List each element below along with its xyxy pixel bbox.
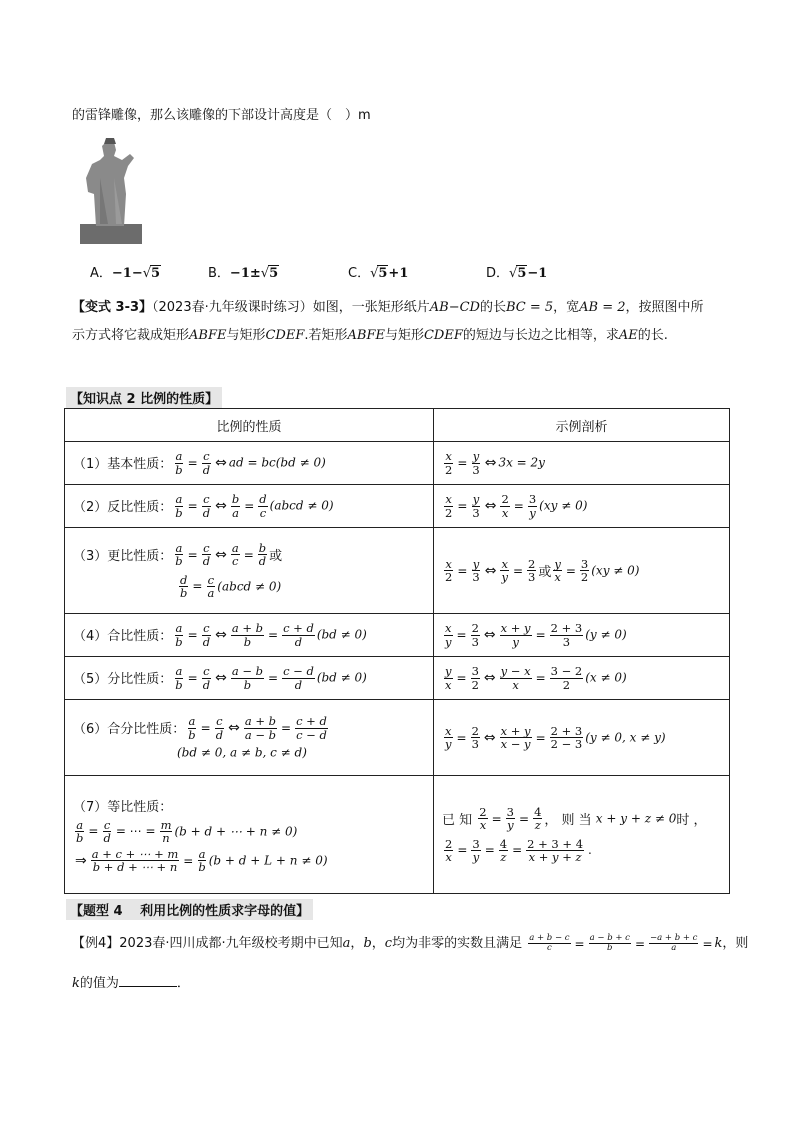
variant-math: CDEF	[423, 328, 463, 343]
example4-text: 均为非零的实数且满足	[392, 936, 523, 951]
variant-text: 的短边与长边之比相等，求	[462, 328, 619, 343]
variant-math: CDEF	[265, 328, 305, 343]
example4-text: ．	[176, 976, 190, 991]
col-header-property: 比例的性质	[65, 409, 434, 442]
example4-text: 已知	[316, 936, 343, 951]
variant-text: ，宽	[553, 300, 580, 315]
choice-a-label: A．	[90, 266, 112, 281]
table-row	[65, 776, 730, 894]
or-word: 或	[269, 549, 283, 565]
choice-b-pre: −1±	[229, 266, 261, 281]
variant-text: .若矩形	[304, 328, 348, 343]
example-cell: $\frac{x}{2}$ = $\frac{y}{3}$ ⇔ 3x = 2y	[434, 442, 730, 485]
example-cell: $\frac{x}{y}$ = $\frac{2}{3}$ ⇔ $\frac{x + y}{y}$ = $\frac{2 + 3}{3}$ (y ≠ 0)	[434, 614, 730, 657]
question-type-tag: 【题型 4 利用比例的性质求字母的值】	[66, 899, 313, 920]
variant-text: 与矩形	[384, 328, 424, 343]
or-word: 或	[538, 565, 552, 580]
choice-b: B．−1±√5	[208, 266, 279, 281]
property-cell: （3）更比性质： $\frac{a}{b}$ = $\frac{c}{d}$ ⇔ $\frac{a}{c}$ = $\frac{b}{d}$ 或 $\frac{d}{b}$ = $\frac{c}{a}$ (abcd ≠ 0)	[65, 528, 434, 614]
table-row	[65, 442, 730, 485]
example-word: 时 ，	[676, 813, 707, 829]
choice-d-label: D．	[486, 266, 510, 281]
property-cell: （1）基本性质： $\frac{a}{b}$ = $\frac{c}{d}$ ⇔ ad = bc(bd ≠ 0)	[65, 442, 434, 485]
variant-math: AB−CD	[429, 300, 480, 315]
variant-text: 如图，一张矩形纸片	[312, 300, 430, 315]
variant-text: 的长	[479, 300, 506, 315]
choice-c-radicand: 5	[378, 266, 388, 281]
property-name: （2）反比性质：	[73, 500, 173, 516]
col-header-example: 示例剖析	[434, 409, 730, 442]
property-name: （6）合分比性质：	[73, 722, 186, 738]
answer-blank[interactable]	[119, 986, 177, 987]
example-cell: $\frac{x}{2}$ = $\frac{y}{3}$ ⇔ $\frac{2}{x}$ = $\frac{3}{y}$ (xy ≠ 0)	[434, 485, 730, 528]
variant-math: ABFE	[347, 328, 385, 343]
property-name: （3）更比性质：	[73, 549, 173, 565]
property-name: （7）等比性质：	[73, 799, 173, 815]
choice-d-radicand: 5	[517, 266, 527, 281]
statue-photo	[74, 134, 150, 244]
choice-b-label: B．	[208, 266, 230, 281]
variant-tag: 【变式 3-3】	[72, 300, 153, 315]
example4-line-1: 【例4】2023春·四川成都·九年级校考期中已知a，b，c均为非零的实数且满足 $\frac{a + b - c}{c}$ = $\frac{a - b + c}{b}$ = $\frac{-a + b + c}{a}$ = k，则	[72, 933, 749, 953]
table-row	[65, 614, 730, 657]
question-stem-line: 的雷锋雕像，那么该雕像的下部设计高度是（ ）m	[72, 108, 371, 123]
property-cell: （5）分比性质： $\frac{a}{b}$ = $\frac{c}{d}$ ⇔ $\frac{a - b}{b}$ = $\frac{c - d}{d}$ (bd ≠ 0)	[65, 657, 434, 700]
choice-c-post: +1	[388, 266, 409, 281]
property-name: （1）基本性质：	[73, 457, 173, 473]
property-name: （4）合比性质：	[73, 629, 173, 645]
choice-c: C．√5+1	[348, 266, 409, 281]
variant-math: BC = 5	[505, 300, 554, 315]
knowledge-point-tag: 【知识点 2 比例的性质】	[66, 387, 222, 408]
variant-math: AB = 2	[579, 300, 626, 315]
table-header-row	[65, 409, 730, 442]
example-word: ， 则 当	[544, 813, 592, 829]
example-cell: $\frac{x}{2}$ = $\frac{y}{3}$ ⇔ $\frac{x}{y}$ = $\frac{2}{3}$ 或 $\frac{y}{x}$ = $\frac{3}{2}$ (xy ≠ 0)	[434, 528, 730, 614]
variant-text: 与矩形	[226, 328, 266, 343]
variant-source: （2023春·九年级课时练习）	[152, 300, 313, 315]
example-cell: $\frac{x}{y}$ = $\frac{2}{3}$ ⇔ $\frac{x + y}{x - y}$ = $\frac{2 + 3}{2 - 3}$ (y ≠ 0, x ≠ y)	[434, 700, 730, 776]
example4-text: ，	[371, 936, 385, 951]
choice-b-radicand: 5	[269, 266, 279, 281]
example4-text: ，	[350, 936, 364, 951]
example-cell: $\frac{y}{x}$ = $\frac{3}{2}$ ⇔ $\frac{y - x}{x}$ = $\frac{3 - 2}{2}$ (x ≠ 0)	[434, 657, 730, 700]
example4-text: 的值为	[79, 976, 119, 991]
variant-line-2	[72, 324, 668, 343]
proportion-properties-table	[64, 408, 730, 894]
example4-label: 【例4】	[72, 936, 120, 951]
example4-text: ，则	[722, 936, 749, 951]
property-cell: （7）等比性质： $\frac{a}{b}$ = $\frac{c}{d}$ = ⋯ = $\frac{m}{n}$ (b + d + ⋯ + n ≠ 0) ⇒ $\frac{a + c + \cdots + m}{b + d + \cdots + n}$ = $\frac{a}{b}$ (b + d + L + n ≠ 0)	[65, 776, 434, 894]
choice-a-pre: −1−	[111, 266, 143, 281]
variant-math: ABFE	[189, 328, 227, 343]
example-cell: 已 知 $\frac{2}{x}$ = $\frac{3}{y}$ = $\frac{4}{z}$ ， 则 当 x + y + z ≠ 0时 ， $\frac{2}{x}$ = $\frac{3}{y}$ = $\frac{4}{z}$ = $\frac{2 + 3 + 4}{x + y + z}$ .	[434, 776, 730, 894]
table-row	[65, 700, 730, 776]
choice-a-radicand: 5	[151, 266, 161, 281]
variant-text: 示方式将它裁成矩形	[72, 328, 190, 343]
table-row	[65, 657, 730, 700]
property-name: （5）分比性质：	[73, 672, 173, 688]
variant-math: AE	[618, 328, 638, 343]
property-cell: （4）合比性质： $\frac{a}{b}$ = $\frac{c}{d}$ ⇔ $\frac{a + b}{b}$ = $\frac{c + d}{d}$ (bd ≠ 0)	[65, 614, 434, 657]
property-cell: （2）反比性质： $\frac{a}{b}$ = $\frac{c}{d}$ ⇔ $\frac{b}{a}$ = $\frac{d}{c}$ (abcd ≠ 0)	[65, 485, 434, 528]
example-word: 已 知	[442, 813, 473, 829]
variant-text: 的长.	[637, 328, 668, 343]
variant-line-1	[72, 296, 704, 315]
example4-source: 2023春·四川成都·九年级校考期中	[119, 936, 317, 951]
choice-c-label: C．	[348, 266, 371, 281]
choice-d: D．√5−1	[486, 266, 548, 281]
table-row	[65, 528, 730, 614]
property-cell: （6）合分比性质： $\frac{a}{b}$ = $\frac{c}{d}$ ⇔ $\frac{a + b}{a - b}$ = $\frac{c + d}{c - d}$ (bd ≠ 0, a ≠ b, c ≠ d)	[65, 700, 434, 776]
example4-line-2: k的值为 ．	[72, 976, 190, 991]
variant-text: ，按照图中所	[625, 300, 704, 315]
choice-a: A．−1−√5	[90, 266, 161, 281]
choice-d-post: −1	[527, 266, 548, 281]
table-row	[65, 485, 730, 528]
